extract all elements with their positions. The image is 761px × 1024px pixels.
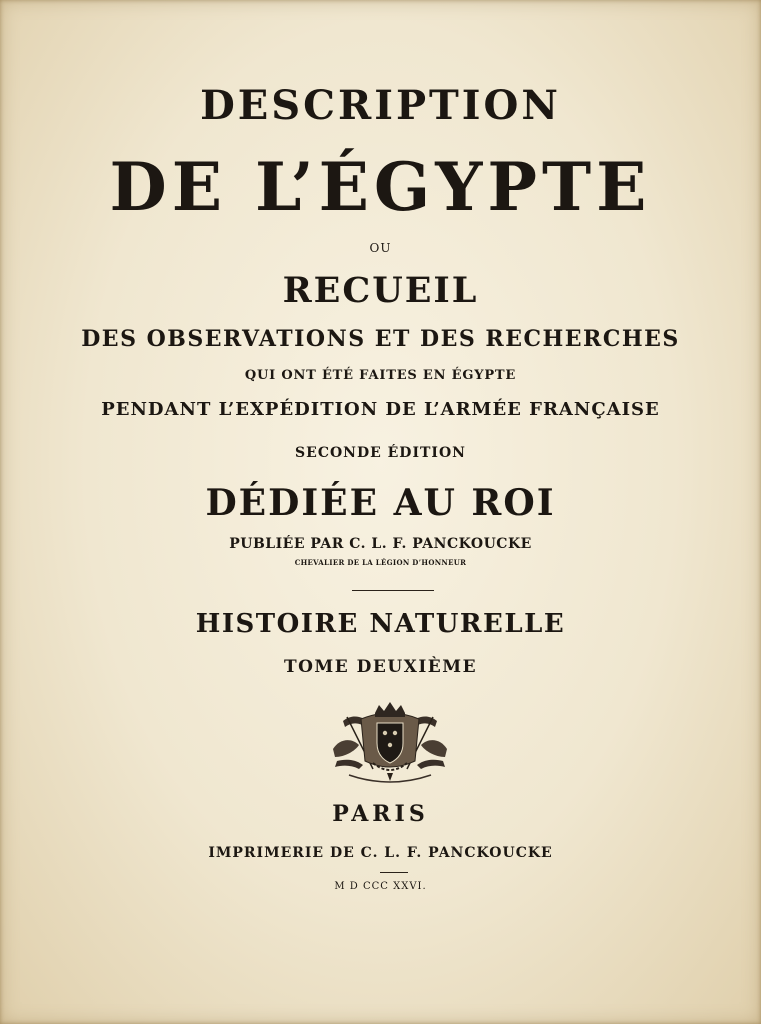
- subtitle-recueil: RECUEIL: [282, 270, 479, 311]
- volume-label: TOME DEUXIÈME: [283, 657, 478, 677]
- title-line-description: DESCRIPTION: [200, 82, 561, 129]
- title-line-egypte: DE L’ÉGYPTE: [109, 148, 652, 226]
- royal-coat-of-arms-icon: [329, 699, 451, 785]
- imprint-printer: IMPRIMERIE DE C. L. F. PANCKOUCKE: [208, 845, 553, 861]
- imprint-city: PARIS: [332, 801, 429, 827]
- edition-label: SECONDE ÉDITION: [295, 445, 466, 461]
- divider-rule: [352, 590, 434, 591]
- section-title: HISTOIRE NATURELLE: [195, 609, 566, 639]
- title-conjunction: OU: [369, 241, 392, 255]
- publisher-line: PUBLIÉE PAR C. L. F. PANCKOUCKE: [229, 536, 532, 552]
- subtitle-pendant: PENDANT L’EXPÉDITION DE L’ARMÉE FRANÇAISE: [101, 399, 660, 420]
- subtitle-observations: DES OBSERVATIONS ET DES RECHERCHES: [81, 326, 680, 352]
- imprint-year: M D CCC XXVI.: [334, 881, 427, 892]
- dedication: DÉDIÉE AU ROI: [205, 482, 556, 524]
- subtitle-qui-ont: QUI ONT ÉTÉ FAITES EN ÉGYPTE: [244, 368, 517, 383]
- publisher-honor: CHEVALIER DE LA LÉGION D’HONNEUR: [294, 558, 467, 567]
- divider-rule-short: [380, 872, 408, 873]
